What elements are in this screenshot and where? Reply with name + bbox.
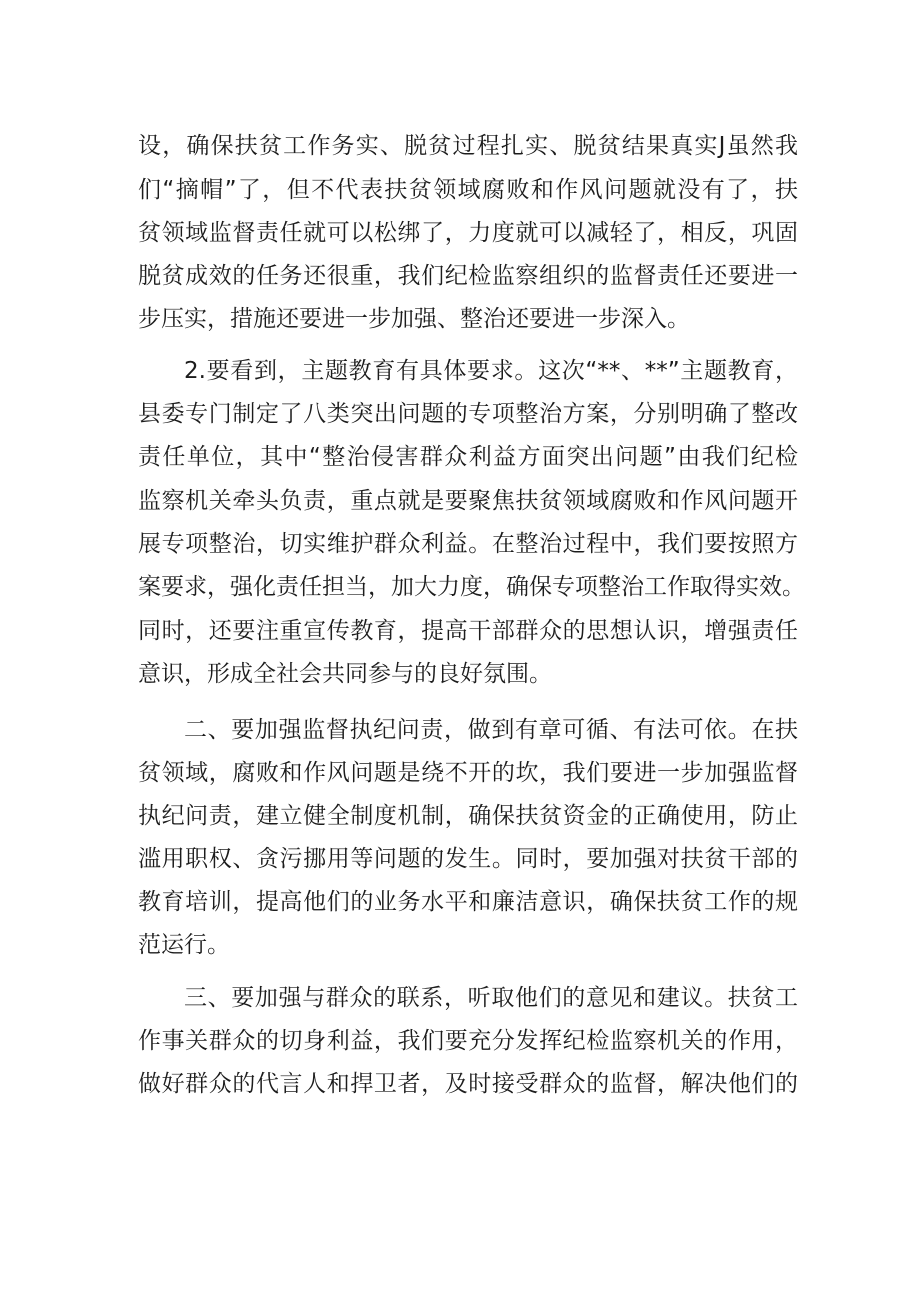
text-line: 设，确保扶贫工作务实、脱贫过程扎实、脱贫结果真实J虽然我	[138, 133, 798, 159]
text-line: 教育培训，提高他们的业务水平和廉洁意识，确保扶贫工作的规	[138, 889, 798, 915]
text-line: 脱贫成效的任务还很重，我们纪检监察组织的监督责任还要进一	[138, 263, 798, 289]
text-line: 意识，形成全社会共同参与的良好氛围。	[138, 661, 552, 687]
text-line: 贫领域监督责任就可以松绑了，力度就可以减轻了，相反，巩固	[138, 220, 798, 246]
text-line: 执纪问责，建立健全制度机制，确保扶贫资金的正确使用，防止	[138, 803, 798, 829]
text-line: 作事关群众的切身利益，我们要充分发挥纪检监察机关的作用，	[138, 1028, 798, 1054]
text-line: 展专项整治，切实维护群众利益。在整治过程中，我们要按照方	[138, 531, 798, 557]
paragraph-first-line: 2.要看到，主题教育有具体要求。这次“**、**”主题教育，	[184, 358, 798, 384]
paragraph-first-line: 三、要加强与群众的联系，听取他们的意见和建议。扶贫工	[184, 985, 798, 1011]
text-line: 步压实，措施还要进一步加强、整治还要进一步深入。	[138, 306, 690, 332]
text-line: 们“摘帽”了，但不代表扶贫领域腐败和作风问题就没有了，扶	[138, 177, 798, 203]
text-line: 滥用职权、贪污挪用等问题的发生。同时，要加强对扶贫干部的	[138, 846, 798, 872]
text-line: 县委专门制定了八类突出问题的专项整治方案，分别明确了整改	[138, 401, 798, 427]
text-line: 监察机关牵头负责，重点就是要聚焦扶贫领域腐败和作风问题开	[138, 488, 798, 514]
text-line: 同时，还要注重宣传教育，提高干部群众的思想认识，增强责任	[138, 618, 798, 644]
text-line: 案要求，强化责任担当，加大力度，确保专项整治工作取得实效。	[138, 574, 805, 600]
text-line: 责任单位，其中“整治侵害群众利益方面突出问题”由我们纪检	[138, 444, 798, 470]
text-line: 做好群众的代言人和捍卫者，及时接受群众的监督，解决他们的	[138, 1071, 798, 1097]
paragraph-first-line: 二、要加强监督执纪问责，做到有章可循、有法可依。在扶	[184, 717, 798, 743]
text-line: 范运行。	[138, 932, 230, 958]
text-line: 贫领域，腐败和作风问题是绕不开的坎，我们要进一步加强监督	[138, 760, 798, 786]
